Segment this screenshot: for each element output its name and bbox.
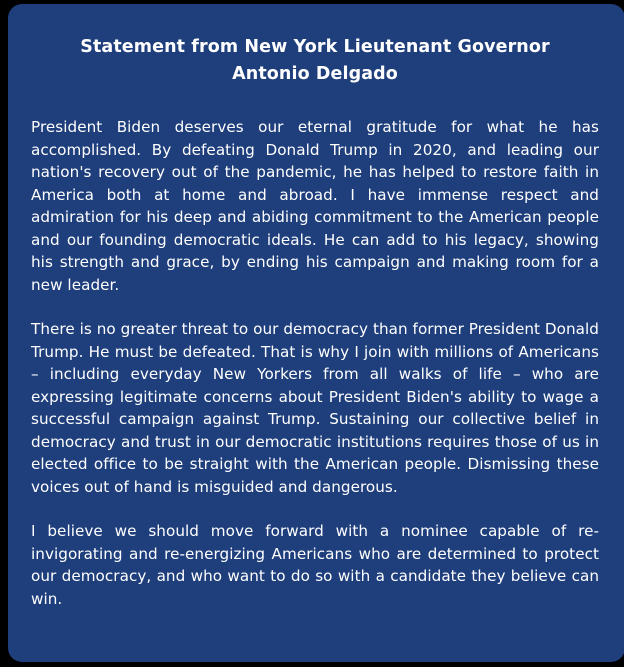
paragraph-3: I believe we should move forward with a nominee capable of re-invigorating and re-energizing Americans who are determined to protect our democracy, and who want to do so with a candidate they believe can win. [31,522,599,608]
statement-panel [8,4,624,662]
title-line-1: Statement from New York Lieutenant Governor [80,37,550,57]
title-line-2: Antonio Delgado [232,64,398,84]
statement-title [31,34,599,88]
paragraph-2: There is no greater threat to our democracy than former President Donald Trump. He must be defeated. That is why I join with millions of Americans – including everyday New Yorkers from all walks of life – who are expressing legitimate concerns about President Biden's ability to wage a successful campaign against Trump. Sustaining our collective belief in democracy and trust in our democratic institutions requires those of us in elected office to be straight with the American people. Dismissing these voices out of hand is misguided and dangerous. [31,320,599,496]
paragraph-1: President Biden deserves our eternal gratitude for what he has accomplished. By defeating Donald Trump in 2020, and leading our nation's recovery out of the pandemic, he has helped to restore faith in America both at home and abroad. I have immense respect and admiration for his deep and abiding commitment to the American people and our founding democratic ideals. He can add to his legacy, showing his strength and grace, by ending his campaign and making room for a new leader. [31,118,599,294]
